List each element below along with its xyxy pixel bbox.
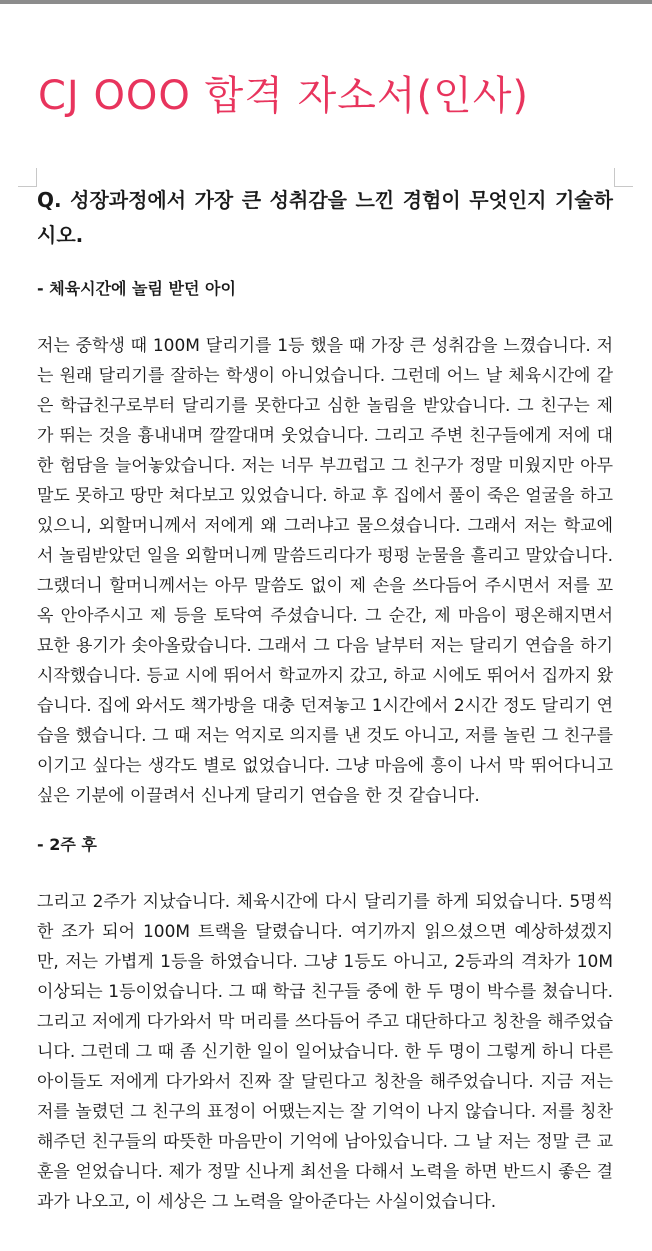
section-paragraph-1: 저는 중학생 때 100M 달리기를 1등 했을 때 가장 큰 성취감을 느꼈습니다. 저는 원래 달리기를 잘하는 학생이 아니었습니다. 그런데 어느 날 체육시간에 같은 학급친구로부터 달리기를 못한다고 심한 놀림을 받았습니다. 그 친구는 제가 뛰는 것을 흉내내며 깔깔대며 웃었습니다. 그리고 주변 친구들에게 저에 대한 험담을 늘어놓았습니다. 저는 너무 부끄럽고 그 친구가 정말 미웠지만 아무 말도 못하고 땅만 쳐다보고 있었습니다. 하교 후 집에서 풀이 죽은 얼굴을 하고 있으니, 외할머니께서 저에게 왜 그러냐고 물으셨습니다. 그래서 저는 학교에서 놀림받았던 일을 외할머니께 말씀드리다가 펑펑 눈물을 흘리고 말았습니다. 그랬더니 할머니께서는 아무 말씀도 없이 제 손을 쓰다듬어 주시면서 저를 꼬옥 안아주시고 제 등을 토닥여 주셨습니다. 그 순간, 제 마음이 평온해지면서 묘한 용기가 솟아올랐습니다. 그래서 그 다음 날부터 저는 달리기 연습을 하기 시작했습니다. 등교 시에 뛰어서 학교까지 갔고, 하교 시에도 뛰어서 집까지 왔습니다. 집에 와서도 책가방을 대충 던져놓고 1시간에서 2시간 정도 달리기 연습을 했습니다. 그 때 저는 억지로 의지를 낸 것도 아니고, 저를 놀린 그 친구를 이기고 싶다는 생각도 별로 없었습니다. 그냥 마음에 흥이 나서 막 뛰어다니고 싶은 기분에 이끌려서 신나게 달리기 연습을 한 것 같습니다. <box>37 336 613 806</box>
document-body <box>37 183 613 1217</box>
section-paragraph-2: 그리고 2주가 지났습니다. 체육시간에 다시 달리기를 하게 되었습니다. 5명씩 한 조가 되어 100M 트랙을 달렸습니다. 여기까지 읽으셨으면 예상하셨겠지만, 저는 가볍게 1등을 하였습니다. 그냥 1등도 아니고, 2등과의 격차가 10M 이상되는 1등이었습니다. 그 때 학급 친구들 중에 한 두 명이 박수를 쳤습니다. 그리고 저에게 다가와서 막 머리를 쓰다듬어 주고 대단하다고 칭찬을 해주었습니다. 그런데 그 때 좀 신기한 일이 일어났습니다. 한 두 명이 그렇게 하니 다른 아이들도 저에게 다가와서 진짜 잘 달린다고 칭찬을 해주었습니다. 지금 저는 저를 놀렸던 그 친구의 표정이 어땠는지는 잘 기억이 나지 않습니다. 저를 칭찬해주던 친구들의 따뜻한 마음만이 기억에 남아있습니다. 그 날 저는 정말 큰 교훈을 얻었습니다. 제가 정말 신나게 최선을 다해서 노력을 하면 반드시 좋은 결과가 나오고, 이 세상은 그 노력을 알아준다는 사실이었습니다. <box>37 892 613 1212</box>
question-heading: Q. 성장과정에서 가장 큰 성취감을 느낀 경험이 무엇인지 기술하시오. <box>37 188 613 247</box>
top-border <box>0 0 652 4</box>
section-heading-2: - 2주 후 <box>37 835 97 854</box>
document-title: CJ OOO 합격 자소서(인사) <box>38 73 530 119</box>
section-heading-1: - 체육시간에 놀림 받던 아이 <box>37 279 236 298</box>
margin-marker-left <box>18 168 37 187</box>
margin-marker-right <box>614 168 633 187</box>
